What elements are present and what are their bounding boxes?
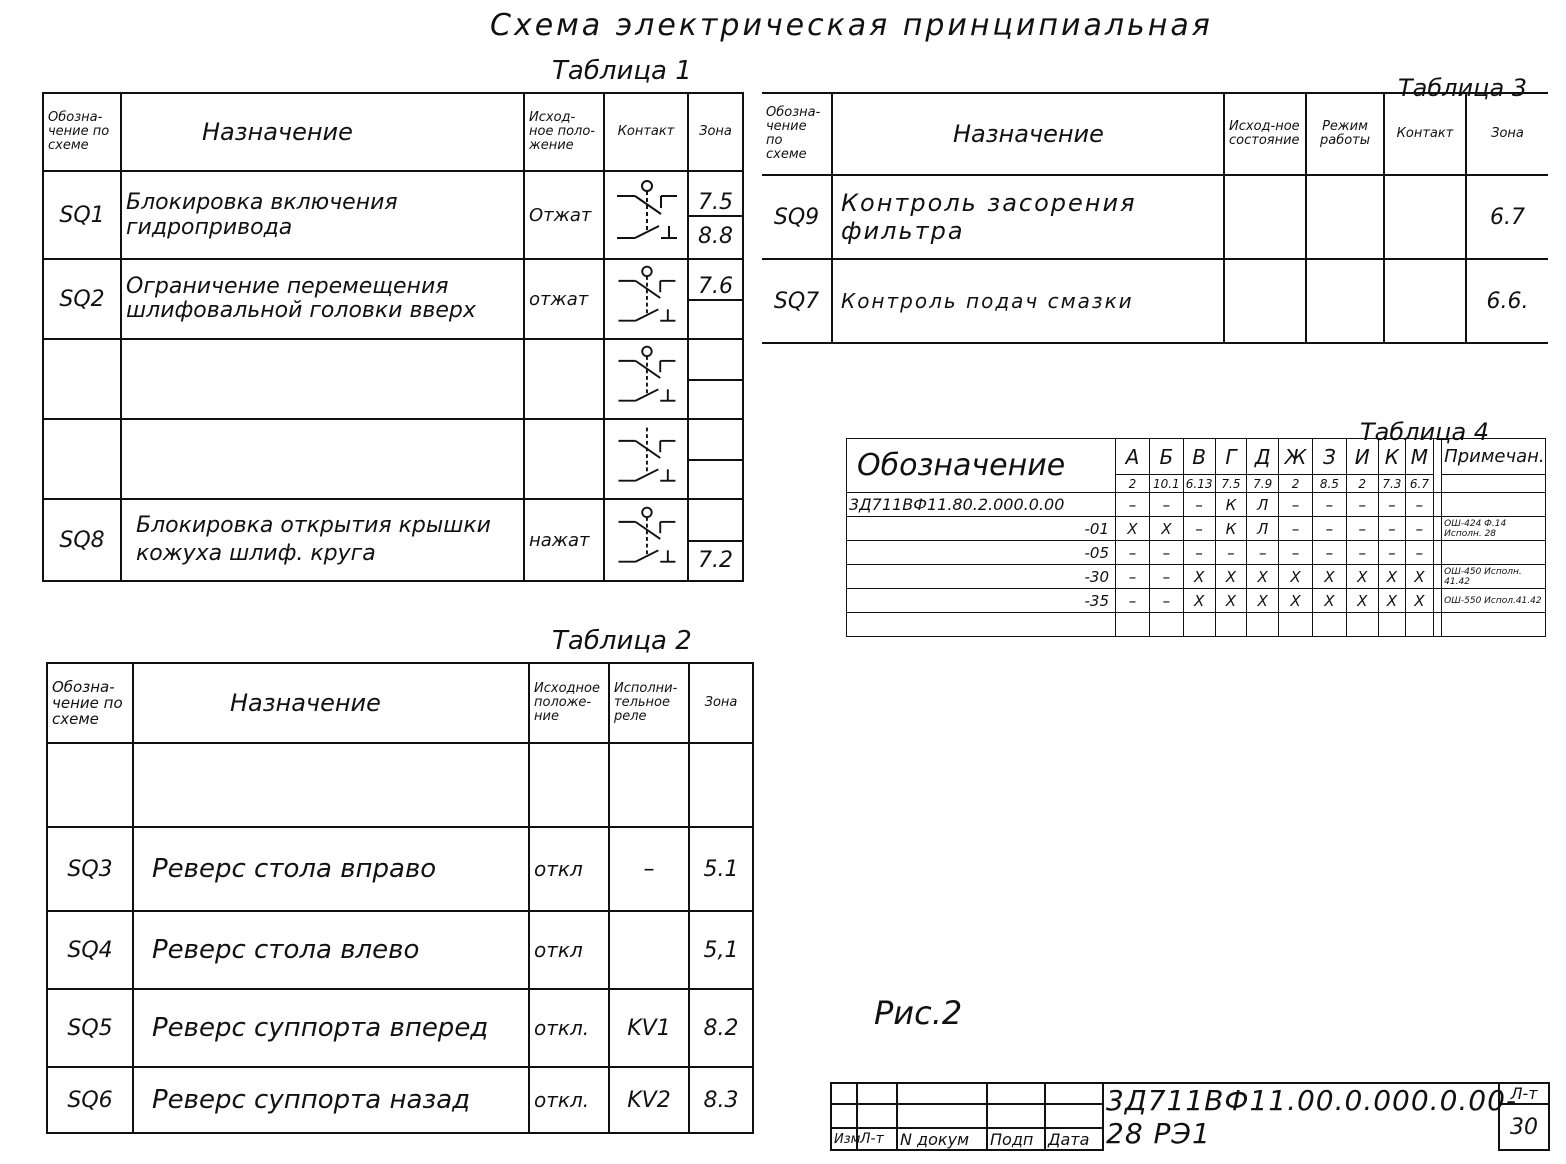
table4-subvalue: 2: [1346, 475, 1378, 493]
variant-cell: –: [1116, 493, 1150, 517]
variant-cell: [1183, 613, 1215, 637]
zone-top: 7.5: [689, 172, 742, 217]
variant-cell: [1406, 613, 1434, 637]
variant-note: [1442, 613, 1546, 637]
table-row: [847, 517, 1546, 541]
table4-subvalue: 7.9: [1247, 475, 1279, 493]
variant-cell: Х: [1149, 517, 1183, 541]
table-row: [847, 541, 1546, 565]
variant-note: ОШ-450 Исполн. 41.42: [1442, 565, 1546, 589]
variant-cell: Х: [1312, 565, 1346, 589]
table4-col-header: А: [1116, 439, 1150, 475]
initial-state-cell: откл.: [529, 1067, 609, 1133]
variant-cell: Х: [1406, 565, 1434, 589]
table-row: [847, 493, 1546, 517]
table-row: [847, 565, 1546, 589]
limit-switch-symbol-icon: [611, 340, 681, 414]
table3-caption: Таблица 3: [1398, 74, 1528, 102]
contact-cell: [1384, 175, 1466, 259]
title-block: [830, 1082, 1550, 1151]
table1-header-initial: Исход-ное поло-жение: [524, 93, 604, 171]
table4-header-label: Обозначение: [847, 439, 1116, 493]
variant-cell: –: [1312, 517, 1346, 541]
table-row: [47, 911, 753, 989]
title-block-cell: [831, 1083, 857, 1104]
variant-cell: Х: [1247, 589, 1279, 613]
purpose-cell: Реверс стола вправо: [133, 827, 529, 911]
table1-header-designation: Обозна-чение по схеме: [43, 93, 121, 171]
table-row: [43, 339, 743, 419]
variant-cell: Х: [1183, 589, 1215, 613]
table-row: [47, 743, 753, 827]
table2-header-initial: Исходное положе-ние: [529, 663, 609, 743]
variant-cell: Х: [1183, 565, 1215, 589]
title-block-label: Дата: [1045, 1128, 1103, 1150]
variant-cell: [1116, 613, 1150, 637]
relay-cell: [609, 743, 689, 827]
variant-note: [1442, 493, 1546, 517]
table4-note-subheader: [1442, 475, 1546, 493]
zone-top: [689, 340, 742, 381]
variant-cell: –: [1406, 541, 1434, 565]
purpose-cell: [121, 339, 524, 419]
designation-cell: [43, 419, 121, 499]
table1-header-purpose: Назначение: [121, 93, 524, 171]
initial-state-cell: откл.: [529, 989, 609, 1067]
table4-subvalue: 8.5: [1312, 475, 1346, 493]
designation-cell: SQ5: [47, 989, 133, 1067]
document-code: 3Д711ВФ11.00.0.000.0.00-28 РЭ1: [1103, 1083, 1499, 1150]
variant-cell: Х: [1279, 565, 1313, 589]
variant-cell: Х: [1346, 589, 1378, 613]
zone-top: [689, 420, 742, 461]
title-block-cell: [1045, 1083, 1103, 1104]
variant-cell: Х: [1406, 589, 1434, 613]
table2-header-purpose: Назначение: [133, 663, 529, 743]
initial-state-cell: Отжат: [524, 171, 604, 259]
zone-top: [689, 500, 742, 542]
purpose-cell: Ограничение перемещения шлифовальной головки вверх: [121, 259, 524, 339]
table-row: [762, 175, 1548, 259]
title-block-label: Л-т: [857, 1128, 897, 1150]
title-block-cell: [857, 1104, 897, 1128]
table4-note-header: Примечан.: [1442, 439, 1546, 475]
table4-spacer: [1433, 541, 1441, 565]
variant-cell: Л: [1247, 493, 1279, 517]
variant-cell: Х: [1116, 517, 1150, 541]
table-row: [47, 827, 753, 911]
title-block-cell: [987, 1083, 1045, 1104]
variant-cell: [1378, 613, 1406, 637]
zone-cell: [688, 171, 743, 259]
variant-cell: –: [1116, 589, 1150, 613]
zone-bottom: [689, 379, 742, 418]
designation-cell: SQ8: [43, 499, 121, 581]
page-title: Схема электрическая принципиальная: [490, 8, 1213, 43]
table3-header-contact: Контакт: [1384, 93, 1466, 175]
variant-cell: Х: [1215, 589, 1247, 613]
table1: [42, 92, 744, 582]
table3-header-mode: Режим работы: [1306, 93, 1384, 175]
relay-cell: –: [609, 827, 689, 911]
limit-switch-symbol-icon: [611, 501, 681, 575]
variant-cell: –: [1183, 541, 1215, 565]
table3-header-initial: Исход-ное состояние: [1224, 93, 1306, 175]
title-block-cell: [897, 1104, 987, 1128]
variant-cell: [1312, 613, 1346, 637]
initial-state-cell: [1224, 175, 1306, 259]
variant-cell: –: [1279, 493, 1313, 517]
variant-cell: Х: [1312, 589, 1346, 613]
table4-col-header: Б: [1149, 439, 1183, 475]
variant-cell: Х: [1279, 589, 1313, 613]
variant-designation: -30: [847, 565, 1116, 589]
mode-cell: [1306, 259, 1384, 343]
purpose-cell: Контроль подач смазки: [832, 259, 1224, 343]
table3-header-purpose: Назначение: [832, 93, 1224, 175]
zone-bottom: [689, 299, 742, 338]
title-block-cell: [897, 1083, 987, 1104]
variant-cell: Х: [1346, 565, 1378, 589]
variant-cell: –: [1312, 541, 1346, 565]
table4-spacer: [1433, 439, 1441, 493]
initial-state-cell: отжат: [524, 259, 604, 339]
variant-cell: К: [1215, 493, 1247, 517]
mode-cell: [1306, 175, 1384, 259]
table-row: [47, 1067, 753, 1133]
table-row: [43, 419, 743, 499]
variant-cell: –: [1149, 541, 1183, 565]
contact-cell: [604, 259, 688, 339]
variant-cell: –: [1346, 517, 1378, 541]
table-row: [847, 589, 1546, 613]
variant-cell: –: [1378, 493, 1406, 517]
sheet-label: Л-т: [1499, 1083, 1549, 1104]
variant-cell: К: [1215, 517, 1247, 541]
title-block-cell: [987, 1104, 1045, 1128]
table4-subvalue: 2: [1116, 475, 1150, 493]
variant-cell: –: [1378, 517, 1406, 541]
variant-cell: –: [1378, 541, 1406, 565]
variant-cell: Х: [1378, 589, 1406, 613]
initial-state-cell: откл: [529, 911, 609, 989]
table4-spacer: [1433, 589, 1441, 613]
variant-cell: –: [1183, 493, 1215, 517]
table4-col-header: З: [1312, 439, 1346, 475]
table3: [762, 92, 1548, 344]
variant-cell: [1346, 613, 1378, 637]
table4-subvalue: 7.3: [1378, 475, 1406, 493]
purpose-cell: Блокировка включения гидропривода: [121, 171, 524, 259]
table3-header-designation: Обозна-чение по схеме: [762, 93, 832, 175]
variant-cell: –: [1116, 541, 1150, 565]
table4-subvalue: 2: [1279, 475, 1313, 493]
zone-bottom: [689, 459, 742, 498]
designation-cell: SQ9: [762, 175, 832, 259]
initial-state-cell: [1224, 259, 1306, 343]
variant-cell: –: [1406, 493, 1434, 517]
variant-cell: –: [1279, 517, 1313, 541]
initial-state-cell: [524, 339, 604, 419]
table4-col-header: М: [1406, 439, 1434, 475]
variant-designation: -05: [847, 541, 1116, 565]
table2-header-designation: Обозна-чение по схеме: [47, 663, 133, 743]
variant-cell: Х: [1215, 565, 1247, 589]
limit-switch-symbol-icon: [611, 174, 681, 252]
table4-subvalue: 10.1: [1149, 475, 1183, 493]
zone-cell: 6.7: [1466, 175, 1548, 259]
designation-cell: SQ1: [43, 171, 121, 259]
variant-cell: –: [1312, 493, 1346, 517]
limit-switch-symbol-icon: [611, 260, 681, 334]
relay-cell: [609, 911, 689, 989]
designation-cell: SQ4: [47, 911, 133, 989]
variant-designation: [847, 613, 1116, 637]
purpose-cell: Реверс суппорта вперед: [133, 989, 529, 1067]
table4-col-header: К: [1378, 439, 1406, 475]
zone-cell: 5,1: [689, 911, 753, 989]
purpose-cell: [121, 419, 524, 499]
contact-cell: [604, 499, 688, 581]
variant-cell: –: [1279, 541, 1313, 565]
contact-cell: [604, 419, 688, 499]
zone-cell: 8.2: [689, 989, 753, 1067]
designation-cell: [47, 743, 133, 827]
table4-col-header: И: [1346, 439, 1378, 475]
relay-cell: KV1: [609, 989, 689, 1067]
designation-cell: SQ6: [47, 1067, 133, 1133]
zone-bottom: 8.8: [698, 224, 733, 249]
zone-cell: 6.6.: [1466, 259, 1548, 343]
variant-note: [1442, 541, 1546, 565]
title-block-label: Подп: [987, 1128, 1045, 1150]
title-block-label: Изм: [831, 1128, 857, 1150]
zone-cell: 5.1: [689, 827, 753, 911]
contact-cell: [604, 171, 688, 259]
table1-header-contact: Контакт: [604, 93, 688, 171]
variant-cell: –: [1149, 493, 1183, 517]
relay-cell: KV2: [609, 1067, 689, 1133]
purpose-cell: Реверс суппорта назад: [133, 1067, 529, 1133]
variant-designation: 3Д711ВФ11.80.2.000.0.00: [847, 493, 1116, 517]
initial-state-cell: [524, 419, 604, 499]
table-row: [847, 613, 1546, 637]
variant-cell: –: [1149, 589, 1183, 613]
table3-header-zone: Зона: [1466, 93, 1548, 175]
zone-cell: [688, 339, 743, 419]
table-row: [47, 989, 753, 1067]
designation-cell: SQ7: [762, 259, 832, 343]
table2-header-zone: Зона: [689, 663, 753, 743]
variant-cell: Х: [1378, 565, 1406, 589]
zone-cell: [689, 743, 753, 827]
variant-cell: [1215, 613, 1247, 637]
sheet-number: 30: [1499, 1104, 1549, 1150]
variant-cell: –: [1406, 517, 1434, 541]
variant-cell: Л: [1247, 517, 1279, 541]
table2: [46, 662, 754, 1134]
table1-header-zone: Зона: [688, 93, 743, 171]
limit-switch-symbol-icon: [611, 420, 681, 494]
variant-cell: –: [1183, 517, 1215, 541]
variant-note: ОШ-550 Испол.41.42: [1442, 589, 1546, 613]
variant-designation: -01: [847, 517, 1116, 541]
table-row: [43, 499, 743, 581]
variant-cell: –: [1149, 565, 1183, 589]
contact-cell: [1384, 259, 1466, 343]
table-row: [762, 259, 1548, 343]
title-block-cell: [857, 1083, 897, 1104]
table4-spacer: [1433, 613, 1441, 637]
zone-bottom: 7.2: [698, 547, 733, 573]
designation-cell: [43, 339, 121, 419]
initial-state-cell: [529, 743, 609, 827]
variant-cell: –: [1215, 541, 1247, 565]
variant-cell: [1149, 613, 1183, 637]
table-row: [43, 171, 743, 259]
title-block-cell: [831, 1104, 857, 1128]
zone-cell: [688, 419, 743, 499]
table4-spacer: [1433, 493, 1441, 517]
variant-designation: -35: [847, 589, 1116, 613]
table4-col-header: Д: [1247, 439, 1279, 475]
variant-note: ОШ-424 Ф.14 Исполн. 28: [1442, 517, 1546, 541]
table4-body: [847, 493, 1546, 637]
table1-caption: Таблица 1: [552, 56, 692, 86]
purpose-cell: Контроль засорения фильтра: [832, 175, 1224, 259]
table-row: [43, 259, 743, 339]
variant-cell: –: [1116, 565, 1150, 589]
designation-cell: SQ3: [47, 827, 133, 911]
contact-cell: [604, 339, 688, 419]
variant-cell: Х: [1247, 565, 1279, 589]
variant-cell: –: [1247, 541, 1279, 565]
initial-state-cell: откл: [529, 827, 609, 911]
title-block-cell: [1045, 1104, 1103, 1128]
table4-col-header: Ж: [1279, 439, 1313, 475]
table4-col-header: Г: [1215, 439, 1247, 475]
variant-cell: –: [1346, 493, 1378, 517]
table2-caption: Таблица 2: [552, 626, 692, 656]
designation-cell: SQ2: [43, 259, 121, 339]
purpose-cell: [133, 743, 529, 827]
variant-cell: [1247, 613, 1279, 637]
purpose-cell: Реверс стола влево: [133, 911, 529, 989]
title-block-label: N докум: [897, 1128, 987, 1150]
zone-cell: [688, 259, 743, 339]
zone-top: 7.6: [689, 260, 742, 301]
variant-cell: –: [1346, 541, 1378, 565]
table4-subvalue: 7.5: [1215, 475, 1247, 493]
initial-state-cell: нажат: [524, 499, 604, 581]
purpose-cell: Блокировка открытия крышки кожуха шлиф. круга: [121, 499, 524, 581]
table4-spacer: [1433, 565, 1441, 589]
variant-cell: [1279, 613, 1313, 637]
table4-subvalue: 6.13: [1183, 475, 1215, 493]
table4: [846, 438, 1546, 637]
table4-spacer: [1433, 517, 1441, 541]
table4-col-header: В: [1183, 439, 1215, 475]
figure-label: Рис.2: [874, 994, 963, 1032]
zone-cell: 8.3: [689, 1067, 753, 1133]
table4-subvalue: 6.7: [1406, 475, 1434, 493]
table2-header-relay: Исполни-тельное реле: [609, 663, 689, 743]
zone-cell: [688, 499, 743, 581]
table4-caption: Таблица 4: [1360, 418, 1490, 446]
